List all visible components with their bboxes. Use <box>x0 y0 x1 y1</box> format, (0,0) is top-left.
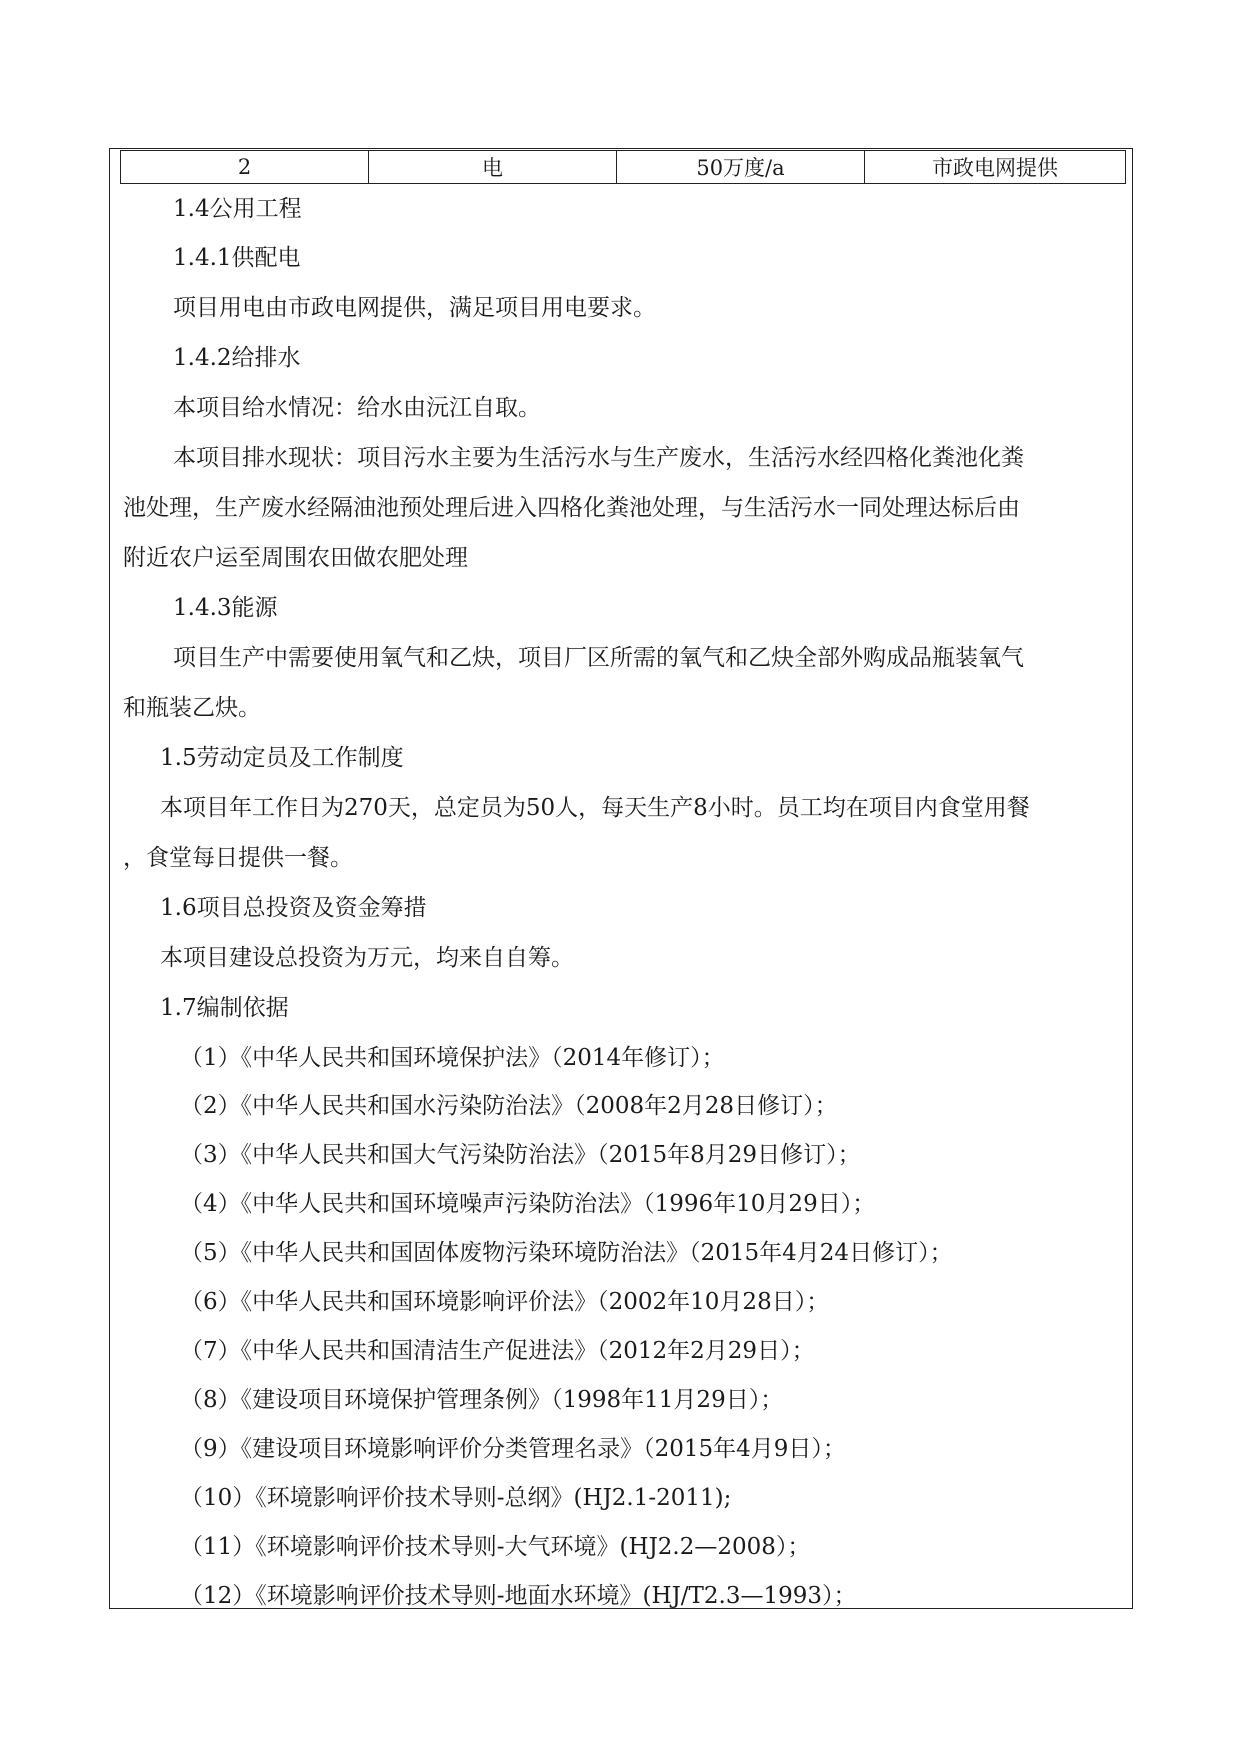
paragraph-line: 本项目给水情况：给水由沅江自取。 <box>173 395 541 421</box>
reference-item: （9）《建设项目环境影响评价分类管理名录》（2015年4月9日）； <box>180 1436 846 1462</box>
section-heading-1-4-1: 1.4.1供配电 <box>173 245 301 271</box>
paragraph-line: 项目用电由市政电网提供，满足项目用电要求。 <box>173 295 656 321</box>
table-row <box>121 151 1126 184</box>
section-heading-1-6: 1.6项目总投资及资金筹措 <box>160 895 427 921</box>
reference-item: （8）《建设项目环境保护管理条例》（1998年11月29日）； <box>180 1387 784 1413</box>
paragraph-line: 本项目建设总投资为万元，均来自自筹。 <box>160 945 574 971</box>
table-cell-resource: 电 <box>369 151 617 184</box>
reference-item: （7）《中华人民共和国清洁生产促进法》（2012年2月29日）； <box>180 1338 815 1364</box>
section-heading-1-4: 1.4公用工程 <box>173 196 302 222</box>
reference-item: （4）《中华人民共和国环境噪声污染防治法》（1996年10月29日）； <box>180 1191 876 1217</box>
table-cell-amount: 50万度/a <box>617 151 865 184</box>
reference-item: （12）《环境影响评价技术导则-地面水环境》(HJ/T2.3—1993）； <box>180 1583 857 1609</box>
resource-table <box>120 150 1126 184</box>
reference-item: （2）《中华人民共和国水污染防治法》（2008年2月28日修订）； <box>180 1093 838 1119</box>
paragraph-line: 本项目年工作日为270天，总定员为50人，每天生产8小时。员工均在项目内食堂用餐 <box>160 795 1030 821</box>
paragraph-line: 附近农户运至周围农田做农肥处理 <box>123 545 468 571</box>
paragraph-line: 本项目排水现状：项目污水主要为生活污水与生产废水，生活污水经四格化粪池化粪 <box>173 445 1024 471</box>
paragraph-line: 池处理，生产废水经隔油池预处理后进入四格化粪池处理，与生活污水一同处理达标后由 <box>123 495 1020 521</box>
table-cell-index: 2 <box>121 151 369 184</box>
paragraph-line: 和瓶装乙炔。 <box>123 695 261 721</box>
reference-item: （1）《中华人民共和国环境保护法》（2014年修订）； <box>180 1045 725 1071</box>
reference-item: （11）《环境影响评价技术导则-大气环境》(HJ2.2—2008）； <box>180 1534 811 1560</box>
table-cell-source: 市政电网提供 <box>865 151 1126 184</box>
section-heading-1-4-2: 1.4.2给排水 <box>173 345 301 371</box>
reference-item: （3）《中华人民共和国大气污染防治法》（2015年8月29日修订）； <box>180 1142 861 1168</box>
reference-item: （6）《中华人民共和国环境影响评价法》（2002年10月28日）； <box>180 1289 830 1315</box>
paragraph-line: 项目生产中需要使用氧气和乙炔，项目厂区所需的氧气和乙炔全部外购成品瓶装氧气 <box>173 645 1024 671</box>
paragraph-line: ，食堂每日提供一餐。 <box>123 845 353 871</box>
section-heading-1-5: 1.5劳动定员及工作制度 <box>160 745 404 771</box>
reference-item: （10）《环境影响评价技术导则-总纲》(HJ2.1-2011); <box>180 1485 732 1511</box>
section-heading-1-7: 1.7编制依据 <box>160 995 289 1021</box>
section-heading-1-4-3: 1.4.3能源 <box>173 595 278 621</box>
reference-item: （5）《中华人民共和国固体废物污染环境防治法》（2015年4月24日修订）； <box>180 1240 953 1266</box>
